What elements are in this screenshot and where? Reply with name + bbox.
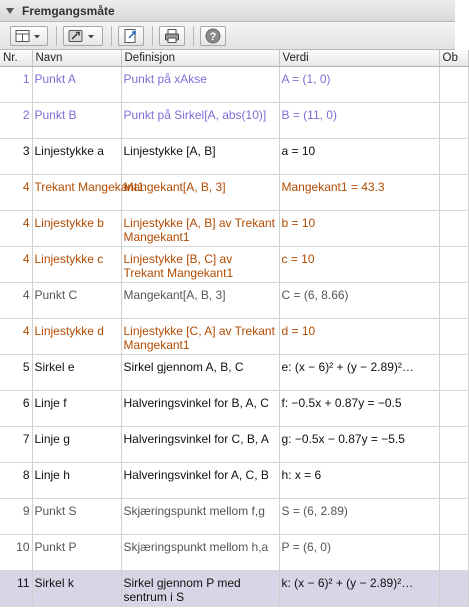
table-row[interactable] (0, 390, 468, 426)
row-value: e: (x − 6)² + (y − 2.89)²… (279, 354, 439, 390)
row-definition: Skjæringspunkt mellom h,a (121, 534, 279, 570)
construction-protocol-table (0, 50, 469, 607)
row-name: Punkt S (32, 498, 121, 534)
row-extra (439, 570, 468, 606)
columns-menu-button[interactable] (10, 26, 48, 46)
toolbar (0, 22, 455, 50)
dropdown-arrow-icon (34, 35, 40, 39)
panel-title: Fremgangsmåte (22, 3, 115, 18)
row-value: P = (6, 0) (279, 534, 439, 570)
row-number: 3 (0, 138, 32, 174)
print-icon (164, 28, 180, 44)
columns-icon (15, 29, 43, 43)
row-definition: Linjestykke [A, B] av Trekant Mangekant1 (121, 210, 279, 246)
row-value: c = 10 (279, 246, 439, 282)
column-header-name[interactable]: Navn (32, 50, 121, 66)
row-name: Punkt C (32, 282, 121, 318)
table-row[interactable] (0, 210, 468, 246)
table-row-selected[interactable] (0, 570, 468, 606)
row-number: 4 (0, 246, 32, 282)
row-definition: Skjæringspunkt mellom f,g (121, 498, 279, 534)
row-value: Mangekant1 = 43.3 (279, 174, 439, 210)
svg-text:?: ? (209, 30, 217, 43)
export-icon (123, 28, 139, 44)
table-row[interactable] (0, 282, 468, 318)
row-number: 11 (0, 570, 32, 606)
row-definition: Halveringsvinkel for B, A, C (121, 390, 279, 426)
row-extra (439, 210, 468, 246)
toolbar-separator (111, 26, 112, 46)
toolbar-separator (152, 26, 153, 46)
row-name: Linje f (32, 390, 121, 426)
column-header-nr[interactable]: Nr. (0, 50, 32, 66)
row-definition: Punkt på xAkse (121, 66, 279, 102)
toolbar-separator (56, 26, 57, 46)
row-extra (439, 498, 468, 534)
row-number: 1 (0, 66, 32, 102)
row-name: Linjestykke a (32, 138, 121, 174)
table-row[interactable] (0, 498, 468, 534)
row-definition: Linjestykke [C, A] av Trekant Mangekant1 (121, 318, 279, 354)
row-definition: Punkt på Sirkel[A, abs(10)] (121, 102, 279, 138)
row-number: 9 (0, 498, 32, 534)
print-button[interactable] (159, 26, 185, 46)
table-row[interactable] (0, 174, 468, 210)
row-value: C = (6, 8.66) (279, 282, 439, 318)
table-row[interactable] (0, 462, 468, 498)
row-number: 6 (0, 390, 32, 426)
row-name: Linjestykke d (32, 318, 121, 354)
row-definition: Linjestykke [A, B] (121, 138, 279, 174)
row-extra (439, 354, 468, 390)
row-number: 10 (0, 534, 32, 570)
row-extra (439, 66, 468, 102)
table-row[interactable] (0, 246, 468, 282)
row-extra (439, 534, 468, 570)
tools-menu-button[interactable] (63, 26, 103, 46)
row-value: B = (11, 0) (279, 102, 439, 138)
row-name: Sirkel k (32, 570, 121, 606)
row-name: Linje h (32, 462, 121, 498)
help-icon (205, 28, 221, 44)
row-value: h: x = 6 (279, 462, 439, 498)
tools-icon (68, 29, 98, 43)
row-name: Trekant Mangekant1 (32, 174, 121, 210)
row-definition: Halveringsvinkel for A, C, B (121, 462, 279, 498)
row-value: b = 10 (279, 210, 439, 246)
row-name: Linjestykke c (32, 246, 121, 282)
row-definition: Halveringsvinkel for C, B, A (121, 426, 279, 462)
row-definition: Sirkel gjennom P med sentrum i S (121, 570, 279, 606)
row-number: 4 (0, 318, 32, 354)
row-number: 8 (0, 462, 32, 498)
panel-header[interactable] (0, 0, 455, 22)
row-value: A = (1, 0) (279, 66, 439, 102)
toolbar-separator (193, 26, 194, 46)
help-button[interactable] (200, 26, 226, 46)
row-number: 7 (0, 426, 32, 462)
row-value: k: (x − 6)² + (y − 2.89)²… (279, 570, 439, 606)
row-extra (439, 282, 468, 318)
collapse-triangle-icon[interactable] (6, 8, 14, 14)
row-number: 4 (0, 282, 32, 318)
dropdown-arrow-icon (88, 35, 94, 39)
row-value: f: −0.5x + 0.87y = −0.5 (279, 390, 439, 426)
row-name: Sirkel e (32, 354, 121, 390)
row-value: a = 10 (279, 138, 439, 174)
row-definition: Linjestykke [B, C] av Trekant Mangekant1 (121, 246, 279, 282)
row-extra (439, 462, 468, 498)
row-value: g: −0.5x − 0.87y = −5.5 (279, 426, 439, 462)
row-extra (439, 174, 468, 210)
row-number: 5 (0, 354, 32, 390)
table-row[interactable] (0, 138, 468, 174)
row-extra (439, 390, 468, 426)
row-definition: Mangekant[A, B, 3] (121, 174, 279, 210)
row-name: Punkt P (32, 534, 121, 570)
row-name: Linjestykke b (32, 210, 121, 246)
table-row[interactable] (0, 534, 468, 570)
row-number: 2 (0, 102, 32, 138)
column-header-extra[interactable]: Ob (439, 50, 468, 66)
row-extra (439, 102, 468, 138)
row-value: S = (6, 2.89) (279, 498, 439, 534)
export-button[interactable] (118, 26, 144, 46)
table-row[interactable] (0, 66, 468, 102)
column-header-definition[interactable]: Definisjon (121, 50, 279, 66)
row-number: 4 (0, 174, 32, 210)
row-name: Linje g (32, 426, 121, 462)
row-extra (439, 138, 468, 174)
row-definition: Mangekant[A, B, 3] (121, 282, 279, 318)
row-name: Punkt A (32, 66, 121, 102)
row-extra (439, 426, 468, 462)
table-row[interactable] (0, 426, 468, 462)
row-value: d = 10 (279, 318, 439, 354)
table-row[interactable] (0, 354, 468, 390)
row-extra (439, 318, 468, 354)
table-row[interactable] (0, 318, 468, 354)
row-extra (439, 246, 468, 282)
row-definition: Sirkel gjennom A, B, C (121, 354, 279, 390)
row-name: Punkt B (32, 102, 121, 138)
column-header-value[interactable]: Verdi (279, 50, 439, 66)
row-number: 4 (0, 210, 32, 246)
table-row[interactable] (0, 102, 468, 138)
